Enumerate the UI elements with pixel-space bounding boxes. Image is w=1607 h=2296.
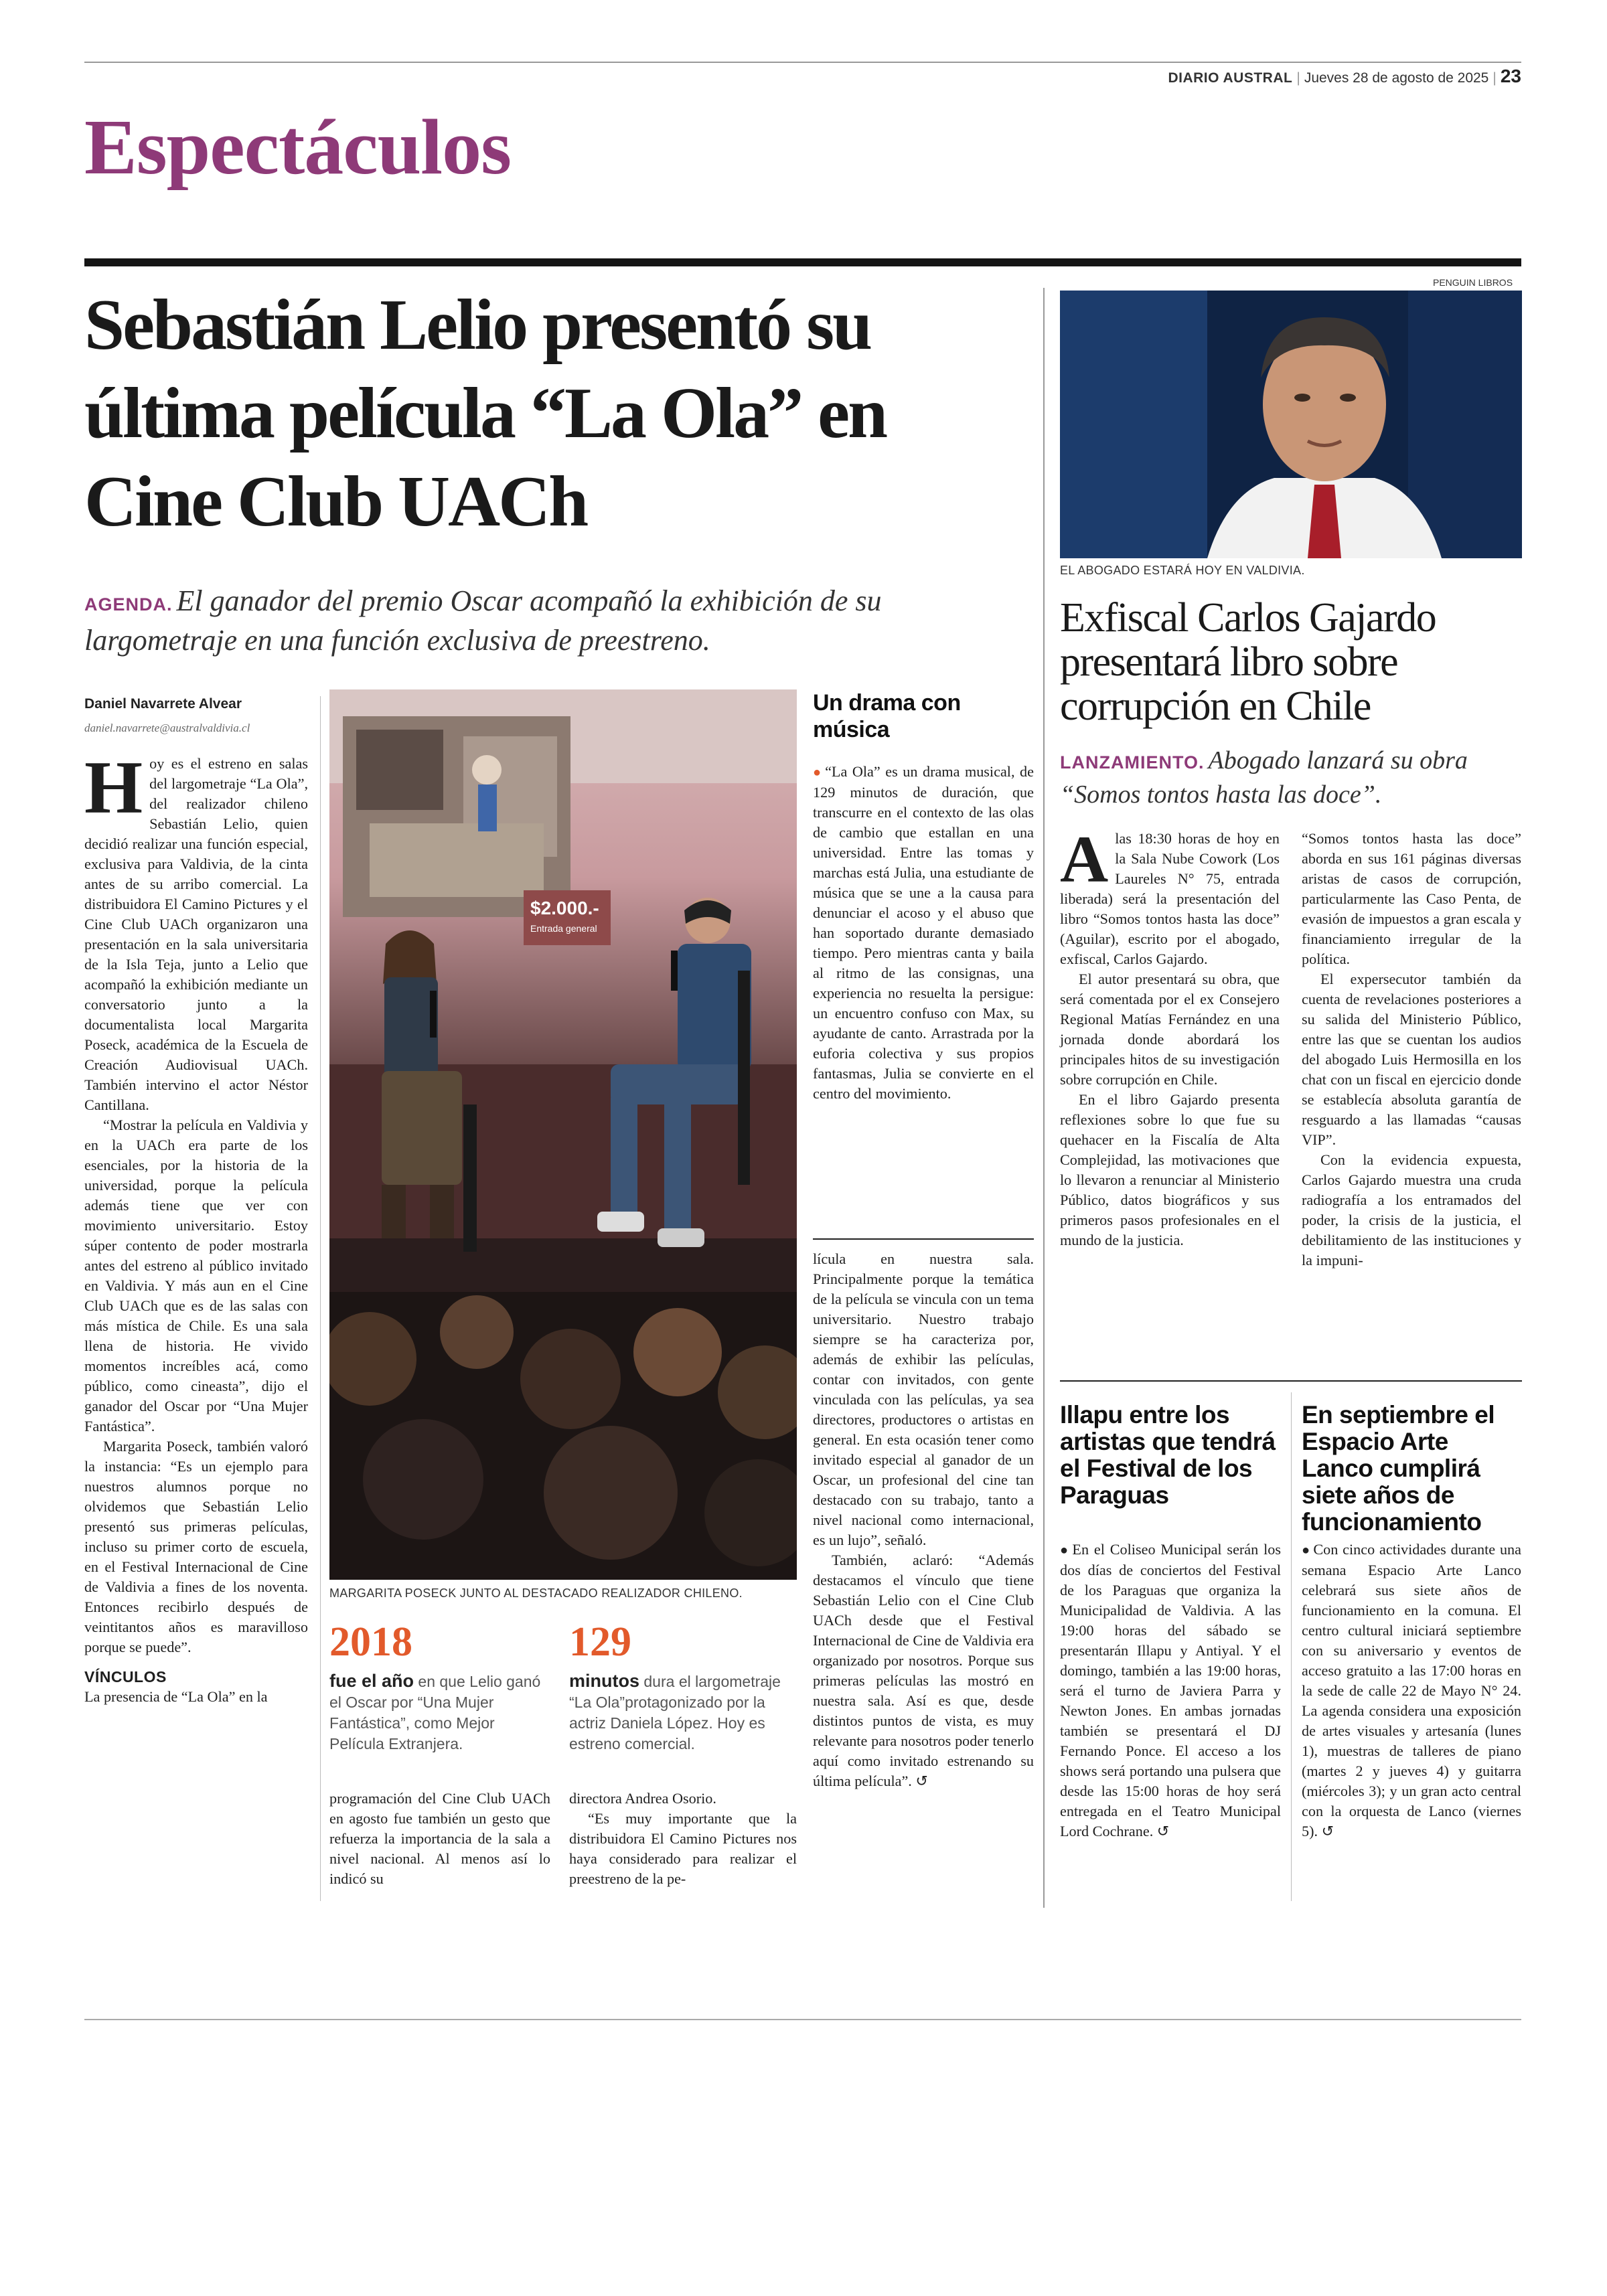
brief-1-title: Illapu entre los artistas que tendrá el Festival de los Paraguas bbox=[1060, 1401, 1276, 1509]
main-photo bbox=[329, 689, 797, 1580]
masthead: DIARIO AUSTRAL | Jueves 28 de agosto de 2025 | 23 bbox=[1168, 66, 1521, 86]
main-column-3-bottom bbox=[569, 1789, 797, 1889]
side-photo-credit: PENGUIN LIBROS bbox=[1433, 277, 1513, 288]
side-kicker: LANZAMIENTO. bbox=[1060, 752, 1205, 772]
author-email: daniel.navarrete@australvaldivia.cl bbox=[84, 722, 250, 734]
paragraph: Con cinco actividades durante una semana Espacio Arte Lanco celebrará sus siete años de funcionamiento en la comuna. El centro cultural iniciará septiembre con su aniversario y eventos de acceso gratuito a las 17:00 horas en la sede de calle 22 de Mayo N° 24. La agenda considera una exposición de artes visuales y artesanía (lunes 1), muestras de talleres de piano (martes 2 y jueves 4) y guitarra (miércoles 3); y un gran acto central con la orquesta de Lanco (viernes 5). ↺ bbox=[1302, 1541, 1521, 1839]
paragraph: “Es muy importante que la distribuidora El Camino Pictures nos haya considerado para realizar el preestreno de la pe- bbox=[569, 1810, 797, 1887]
briefs-divider bbox=[1291, 1392, 1292, 1901]
bullet-icon: ● bbox=[1060, 1543, 1070, 1558]
paragraph: Con la evidencia expuesta, Carlos Gajardo muestra una cruda radiografía a los entramados del poder, la crisis de la justicia, el debilitamiento de las instituciones y la impuni- bbox=[1302, 1151, 1521, 1268]
paragraph: En el Coliseo Municipal serán los dos días de conciertos del Festival de los Paraguas que organiza la Municipalidad de Valdivia. A las 19:00 horas del sábado se presentarán Illapu y Antiyal. Y el domingo, también a las 19:00 horas, será el turno de Javiera Parra y Newton Jones. En ambas jornadas también se presentará el DJ Fernando Ponce. El acceso a los shows será portando una pulsera que desde las 15:00 horas de hoy será entregada en el Teatro Municipal Lord Cochrane. ↺ bbox=[1060, 1541, 1281, 1839]
paragraph: Margarita Poseck, también valoró la instancia: “Es un ejemplo para nuestros alumnos porque no olvidemos que Sebastián Lelio presentó sus primeras películas, incluso su primer corto de escuela, en el Festival Internacional de Cine de Valdivia a fines de los noventa. Entonces recibirlo después de veintitantos años es maravilloso porque se puede”. bbox=[84, 1438, 308, 1655]
brief-1-text bbox=[1060, 1540, 1281, 1841]
main-deck bbox=[84, 581, 1022, 661]
paragraph: oy es el estreno en salas del largometraje “La Ola”, del realizador chileno Sebastián Lelio, quien decidió realizar una función especial, exclusiva para Valdivia, de la cinta antes de su arribo comercial. La distribuidora El Camino Pictures y el Cine Club UACh organizaron una presentación en la sala universitaria de la Isla Teja, junto a Lelio que acompañó la exhibición mediante un conversatorio junto a la documentalista local Margarita Poseck, académica de la Escuela de Creación Audiovisual UACh. También intervino el actor Néstor Cantillana. bbox=[84, 755, 308, 1113]
column-divider bbox=[320, 696, 321, 1901]
stat-2018-text bbox=[329, 1671, 550, 1754]
stat-129-text bbox=[569, 1671, 797, 1754]
section-title: Espectáculos bbox=[84, 103, 511, 191]
paragraph: También, aclaró: “Además destacamos el vínculo que tiene Sebastián Lelio con el Cine Club UACh desde que el Festival Internacional de Cine de Valdivia era organizado por nosotros. Porque sus primeras películas las mostró en nuestra sala. Así es que, desde distintos puntos de vista, es muy relevante para nosotros poder tenerlo aquí como invitado estrenando su última película”. ↺ bbox=[813, 1552, 1034, 1789]
bullet-icon: ● bbox=[813, 765, 823, 780]
stat-129-lead: minutos bbox=[569, 1671, 639, 1691]
stat-2018-number: 2018 bbox=[329, 1619, 412, 1665]
publication-name: DIARIO AUSTRAL bbox=[1168, 70, 1293, 86]
box-paragraph: “La Ola” es un drama musical, de 129 minutos de duración, que transcurre en el contexto de las olas de cambio que estallan en una universidad. Entre las tomas y marchas está Julia, una estudiante de música que se une a la causa para denunciar el acoso y el abuso que han soportado durante demasiado tiempo. Pero mientras canta y baila al ritmo de las consignas, una experiencia no resuelta la persigue: un encuentro confuso con Max, su ayudante de canto. Arrastrada por la euforia colectiva y sus propios fantasmas, Julia se convierte en el centro del movimiento. bbox=[813, 763, 1034, 1102]
box-title: Un drama con música bbox=[813, 690, 961, 742]
price-sign-subtext: Entrada general bbox=[530, 923, 597, 934]
subhead-vinculos: VÍNCULOS bbox=[84, 1668, 167, 1686]
section-divider bbox=[1043, 288, 1045, 1908]
main-deck-text: El ganador del premio Oscar acompañó la exhibición de su largometraje en una función exclusiva de preestreno. bbox=[84, 584, 882, 657]
paragraph: directora Andrea Osorio. bbox=[569, 1790, 716, 1807]
paragraph: “Mostrar la película en Valdivia y en la UACh era parte de los esenciales, por la historia de la universidad, porque la película además tiene que ver con movimiento universitario. Estoy súper contento de poder mostrarla antes del estreno al público invitado en Valdivia. Y más aun en el Cine Club UACh que es de las salas con más mística de Chile. Es una sala llena de historia. He vivido momentos increíbles acá, como público, como cineasta”, dijo el ganador del Oscar por “Una Mujer Fantástica”. bbox=[84, 1117, 308, 1434]
paragraph: La presencia de “La Ola” en la bbox=[84, 1688, 268, 1705]
side-deck-text: Abogado lanzará su obra “Somos tontos hasta las doce”. bbox=[1060, 746, 1468, 809]
portrait-illustration bbox=[1060, 291, 1522, 558]
side-photo-caption: EL ABOGADO ESTARÁ HOY EN VALDIVIA. bbox=[1060, 564, 1305, 577]
brief-2-title: En septiembre el Espacio Arte Lanco cumplirá siete años de funcionamiento bbox=[1302, 1401, 1495, 1536]
side-column-a bbox=[1060, 822, 1280, 1250]
main-kicker: AGENDA. bbox=[84, 594, 173, 614]
main-column-2-bottom bbox=[329, 1789, 550, 1889]
bullet-icon: ● bbox=[1302, 1543, 1311, 1558]
stat-129-desc: dura el largometraje “La Ola”protagonizado por la actriz Daniela López. Hoy es estreno comercial. bbox=[569, 1673, 781, 1752]
paragraph: “Somos tontos hasta las doce” aborda en sus 161 páginas diversas aristas de casos de corrupción, particularmente las Caso Penta, de evasión de impuestos a gran escala y financiamiento irregular de la política. bbox=[1302, 830, 1521, 967]
side-column-b bbox=[1302, 829, 1521, 1270]
top-rule bbox=[84, 62, 1521, 63]
main-column-4 bbox=[813, 1249, 1034, 1791]
box-divider bbox=[813, 1238, 1034, 1240]
side-dropcap: A bbox=[1060, 822, 1109, 896]
stat-129-number: 129 bbox=[569, 1619, 631, 1665]
paragraph: las 18:30 horas de hoy en la Sala Nube Cowork (Los Laureles N° 75, entrada liberada) será la presentación del libro “Somos tontos hasta las doce” (Aguilar), escrito por el abogado, exfiscal, Carlos Gajardo. bbox=[1060, 830, 1280, 967]
stat-2018-desc: en que Lelio ganó el Oscar por “Una Mujer Fantástica”, como Mejor Película Extranjera. bbox=[329, 1673, 541, 1752]
side-photo bbox=[1060, 291, 1522, 558]
main-headline: Sebastián Lelio presentó su última película “La Ola” en Cine Club UACh bbox=[84, 285, 887, 542]
paragraph: El expersecutor también da cuenta de revelaciones posteriores a su salida del Ministerio Público, entre las que se cuentan los audios del abogado Luis Hermosilla en los chat con un fiscal en ejercicio donde se establecía absoluta garantía de resguardo a las llamadas “causas VIP”. bbox=[1302, 971, 1521, 1148]
paragraph: El autor presentará su obra, que será comentada por el ex Consejero Regional Matías Fernández en una jornada donde abordará los principales hitos de su investigación sobre corrupción en Chile. bbox=[1060, 971, 1280, 1088]
photo-illustration bbox=[329, 689, 797, 1580]
price-sign-text: $2.000.- bbox=[530, 898, 599, 918]
dropcap: H bbox=[84, 746, 143, 829]
issue-date: Jueves 28 de agosto de 2025 bbox=[1304, 70, 1489, 86]
main-photo-caption: MARGARITA POSECK JUNTO AL DESTACADO REALIZADOR CHILENO. bbox=[329, 1586, 743, 1600]
main-column-1 bbox=[84, 746, 308, 1905]
paragraph: En el libro Gajardo presenta reflexiones sobre lo que fue su quehacer en la Fiscalía de Alta Complejidad, las motivaciones que lo llevaron a renunciar al Ministerio Público, datos biográficos y sus primeros pasos profesionales en el mundo de la justicia. bbox=[1060, 1091, 1280, 1248]
box-text bbox=[813, 762, 1034, 1104]
section-rule bbox=[84, 258, 1521, 266]
briefs-rule bbox=[1060, 1380, 1522, 1382]
paragraph: lícula en nuestra sala. Principalmente porque la temática de la película se vincula con un tema universitario. Nuestro trabajo siempre se ha caracteriza por, además de exhibir las películas, contar con invitados, con gente vinculada con las películas, ya sea directores, productores o artistas en general. En esta ocasión tener como invitado especial al ganador de un Oscar, un profesional del cine tan destacado con su trabajo, tanto a nivel nacional como internacional, es un lujo”, señaló. bbox=[813, 1250, 1034, 1548]
stat-2018-lead: fue el año bbox=[329, 1671, 414, 1691]
side-deck bbox=[1060, 744, 1522, 811]
brief-2-text bbox=[1302, 1540, 1521, 1841]
bottom-rule bbox=[84, 2019, 1521, 2020]
paragraph: programación del Cine Club UACh en agosto fue también un gesto que refuerza la importancia de la sala a nivel nacional. Al menos así lo indicó su bbox=[329, 1790, 550, 1887]
side-title: Exfiscal Carlos Gajardo presentará libro sobre corrupción en Chile bbox=[1060, 595, 1436, 729]
byline: Daniel Navarrete Alvear bbox=[84, 696, 242, 712]
page-number: 23 bbox=[1500, 66, 1521, 86]
